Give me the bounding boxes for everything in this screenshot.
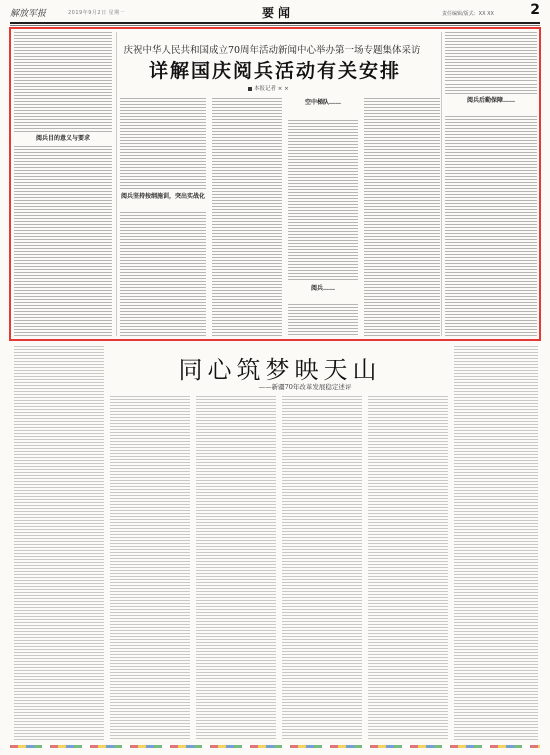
- article-subheading: 阅兵后勤保障……: [466, 97, 515, 104]
- issue-date: 2019年9月2日 星期一: [68, 10, 126, 16]
- color-registration-bar: [10, 745, 540, 748]
- article-kicker: 庆祝中华人民共和国成立70周年活动新闻中心举办第一场专题集体采访: [123, 45, 421, 56]
- article-subheading: 阅兵目的意义与要求: [35, 135, 90, 142]
- article-headline: 详解国庆阅兵活动有关安排: [148, 60, 401, 82]
- masthead-rule-thin: [10, 25, 540, 26]
- masthead: [10, 4, 540, 22]
- page-number: 2: [530, 2, 540, 18]
- section-title: 要闻: [262, 6, 295, 20]
- newspaper-logo: 解放军报: [10, 9, 47, 19]
- byline-text: 本报记者 × ×: [254, 86, 289, 92]
- highlight-box: [9, 27, 541, 341]
- editors-line: 责任编辑/版式：XX XX: [442, 11, 494, 17]
- body-text-column: [110, 396, 190, 740]
- second-article-headline: 同心筑梦映天山: [178, 356, 382, 384]
- body-text-column: [14, 346, 104, 740]
- second-article-subtitle: ——新疆70年改革发展稳定述评: [258, 383, 352, 391]
- body-text-column: [454, 346, 538, 740]
- article-subheading: 阅兵坚持按纲施训，突出实战化: [120, 193, 205, 200]
- body-text-column: [368, 396, 448, 740]
- body-text-column: [282, 396, 362, 740]
- masthead-rule: [10, 22, 540, 24]
- article-subheading: 空中梯队……: [304, 99, 341, 106]
- article-subheading: 阅兵……: [310, 285, 335, 292]
- body-text-column: [196, 396, 276, 740]
